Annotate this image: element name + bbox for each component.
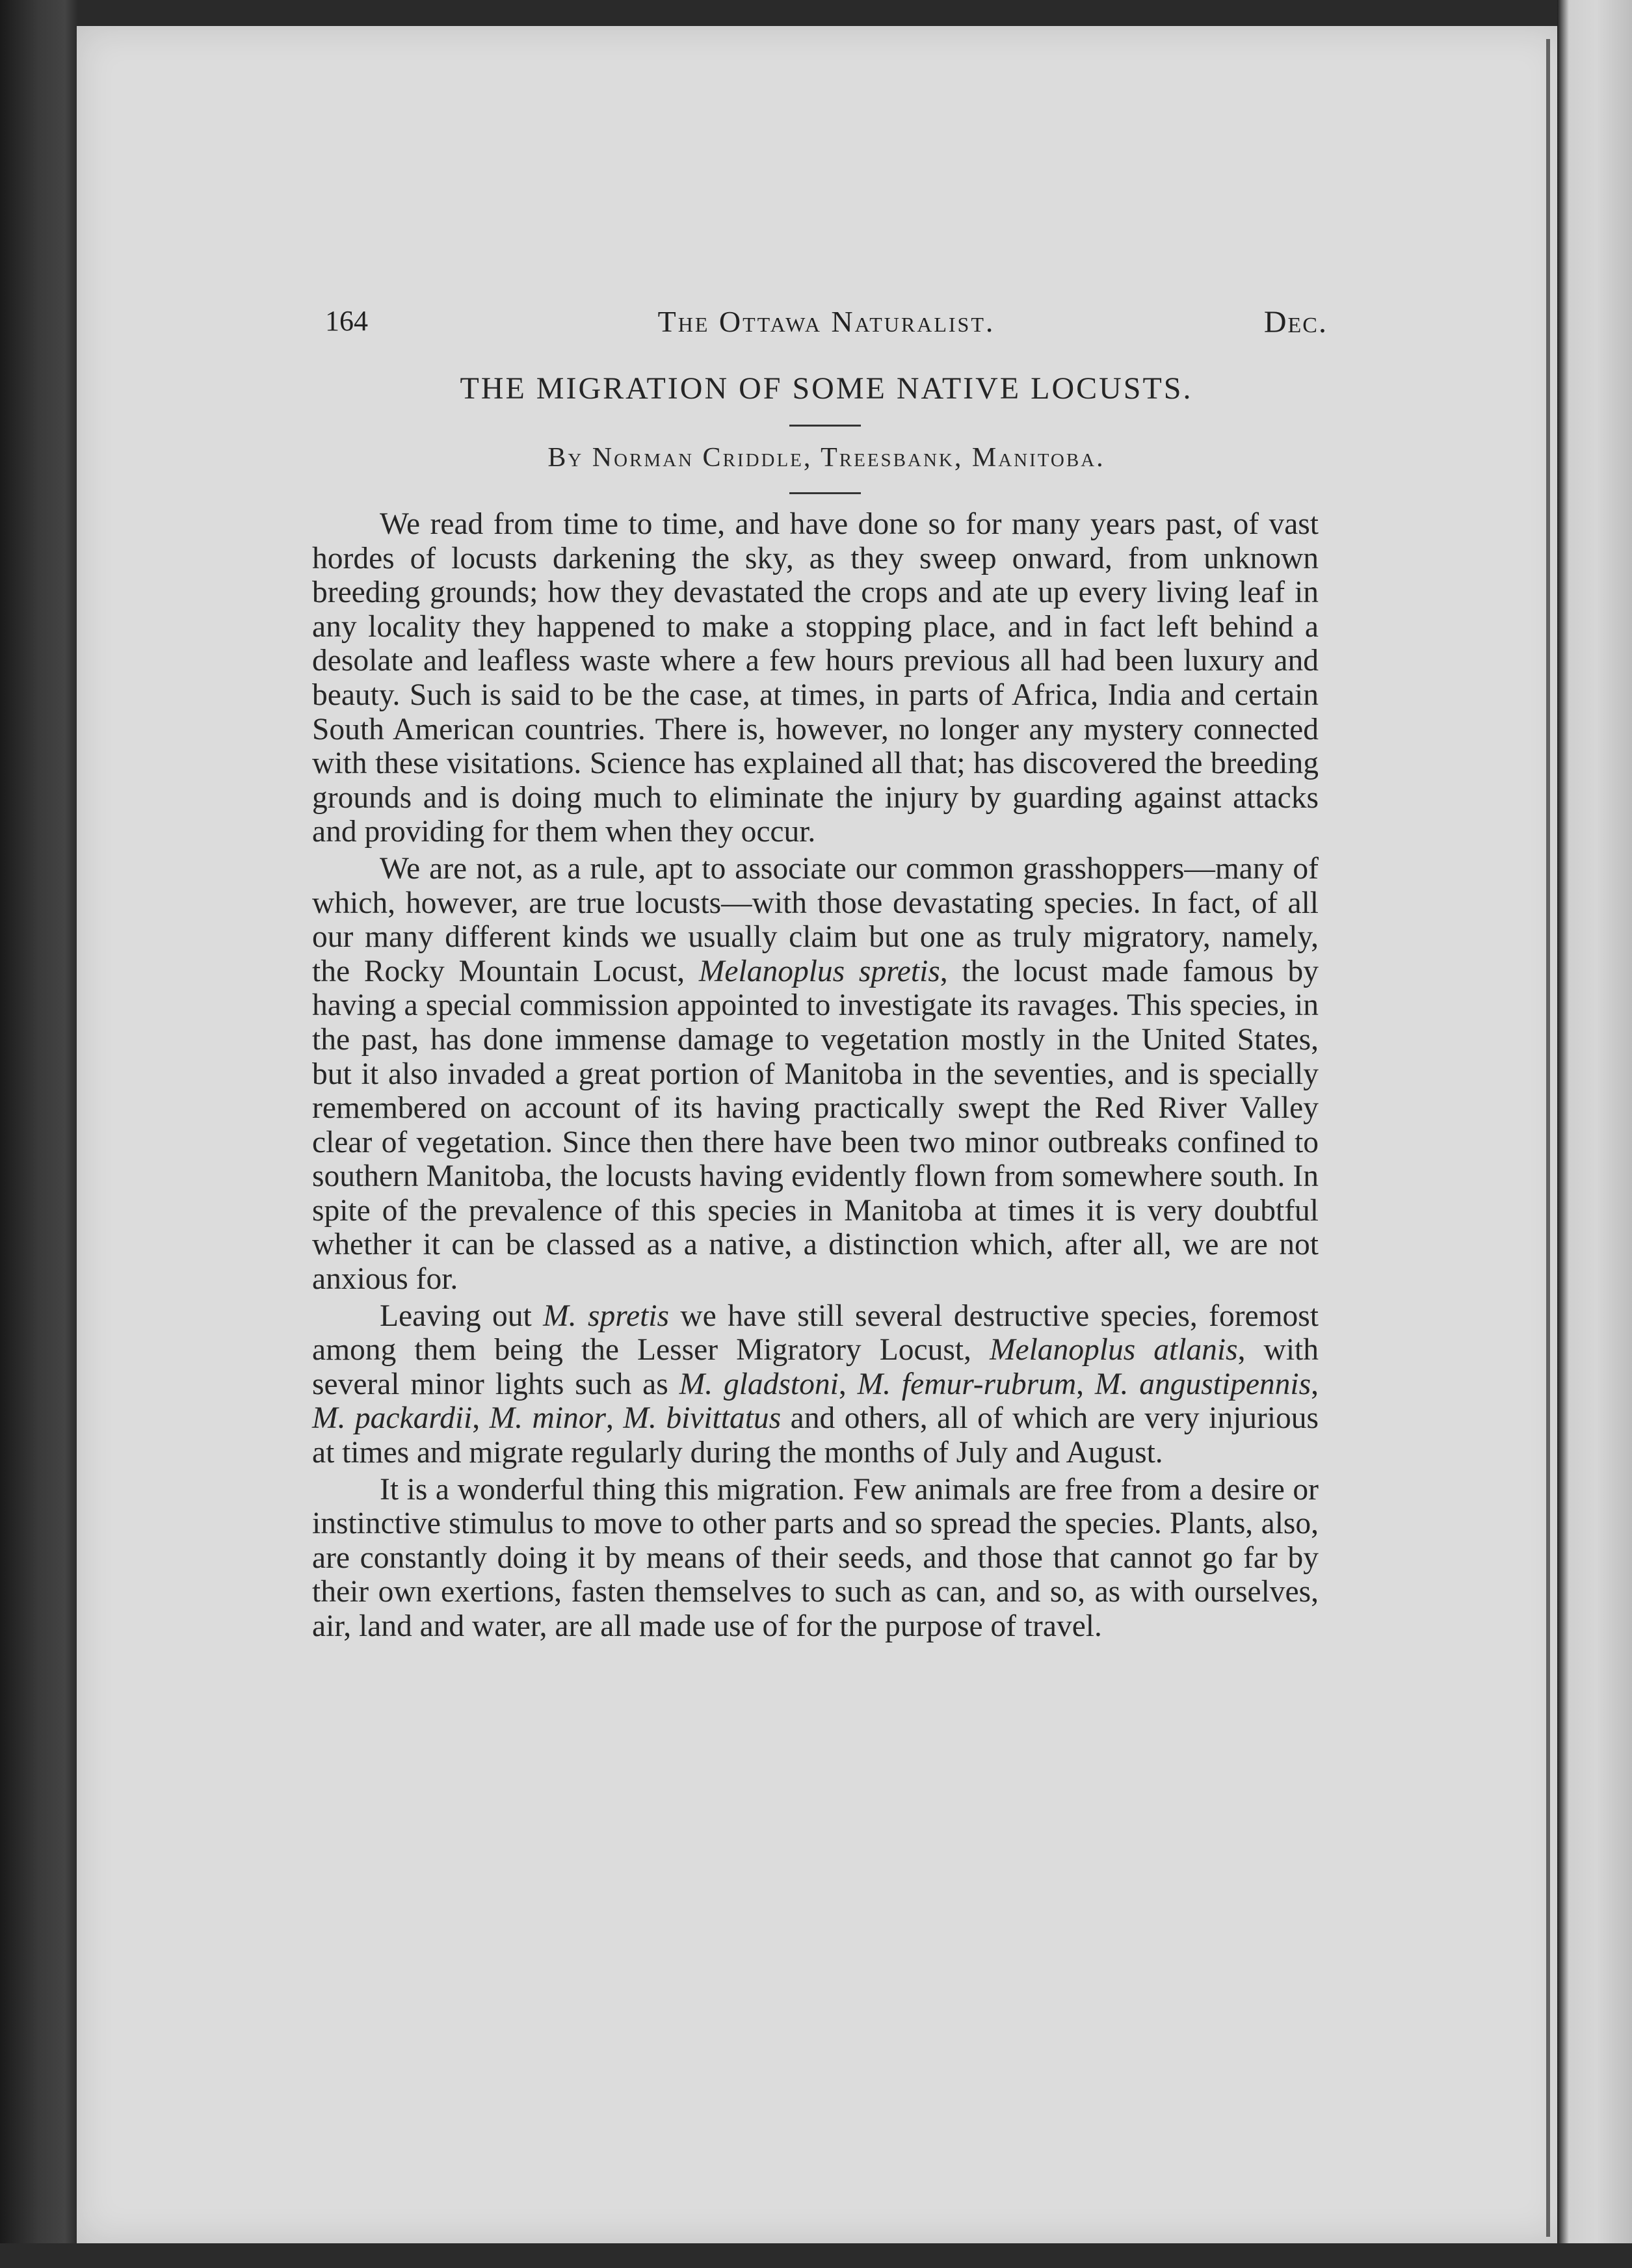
text-run: , the locust made famous by having a special commission appointed to investigate its ravages. This species, in the past, has done immense damage to vegetation mostly in the United States, but it also invaded a great portion of Manitoba in the seventies, and is specially remembered on account of its having practically swept the Red River Valley clear of vegetation. Since then there have been two minor outbreaks confined to southern Manitoba, the locusts having evidently flown from somewhere south. In spite of the prevalence of this species in Manitoba at times it is very doubtful whether it can be classed as a native, a distinction which, after all, we are not anxious for. [312, 954, 1319, 1297]
text-run: , [1076, 1367, 1095, 1401]
text-run: , [838, 1367, 858, 1401]
text-run: Leaving out [380, 1299, 544, 1333]
paragraph [312, 1299, 1319, 1470]
issue-month: Dec. [1263, 305, 1328, 339]
facing-page-edge [1557, 0, 1632, 2268]
species-name: M. packardii [312, 1401, 473, 1436]
text-run: , with several minor lights such as [312, 1333, 1319, 1401]
text-run: , [1311, 1367, 1319, 1401]
byline-rule [789, 492, 861, 494]
species-name: M. femur-rubrum [857, 1367, 1077, 1401]
paragraph [312, 1473, 1319, 1644]
text-run: We read from time to time, and have done so for many years past, of vast hordes of locusts darkening the sky, as they sweep onward, from unknown breeding grounds; how they devastated the crops and ate up every living leaf in any locality they happened to make a stopping place, and in fact left behind a desolate and leafless waste where a few hours previous all had been luxury and beauty. Such is said to be the case, at times, in parts of Africa, India and certain South American countries. There is, however, no longer any mystery connected with these visitations. Science has explained all that; has discovered the breeding grounds and is doing much to eliminate the injury by guarding against attacks and providing for them when they occur. [312, 507, 1319, 849]
paragraph [312, 852, 1319, 1297]
species-name: Melanoplus atlanis [989, 1333, 1238, 1367]
text-run: We are not, as a rule, apt to associate our common grasshoppers—many of which, however, are true locusts—with those devastating species. In fact, of all our many different kinds we usually claim but one as truly migratory, namely, the Rocky Mountain Locust, [312, 851, 1319, 988]
paragraph [312, 507, 1319, 849]
species-name: M. spretis [543, 1299, 669, 1333]
journal-title: The Ottawa Naturalist. [657, 305, 995, 338]
scan-bottom-edge [0, 2243, 1632, 2268]
text-run: and others, all of which are very injurious at times and migrate regularly during the months of July and August. [312, 1401, 1319, 1470]
page-number: 164 [325, 305, 368, 337]
text-run: we have still several destructive species, foremost among them being the Lesser Migratory Locust, [312, 1299, 1319, 1367]
text-run: , [472, 1401, 490, 1436]
species-name: M. bivittatus [623, 1401, 782, 1436]
article-body [312, 507, 1319, 1644]
article-title: THE MIGRATION OF SOME NATIVE LOCUSTS. [460, 371, 1193, 406]
text-run: , [606, 1401, 624, 1436]
article-byline: By Norman Criddle, Treesbank, Manitoba. [547, 443, 1105, 473]
species-name: M. minor [489, 1401, 607, 1436]
text-run: It is a wonderful thing this migration. Few animals are free from a desire or instinctive stimulus to move to other parts and so spread the species. Plants, also, are constantly doing it by means of their seeds, and those that cannot go far by their own exertions, fasten themselves to such as can, and so, as with ourselves, air, land and water, are all made use of for the purpose of travel. [312, 1472, 1319, 1643]
species-name: Melanoplus spretis [698, 954, 940, 988]
running-head [325, 304, 1328, 343]
page-fold-shadow [1546, 39, 1550, 2237]
species-name: M. angustipennis [1094, 1367, 1311, 1401]
species-name: M. gladstoni [679, 1367, 839, 1401]
title-rule [789, 425, 861, 427]
